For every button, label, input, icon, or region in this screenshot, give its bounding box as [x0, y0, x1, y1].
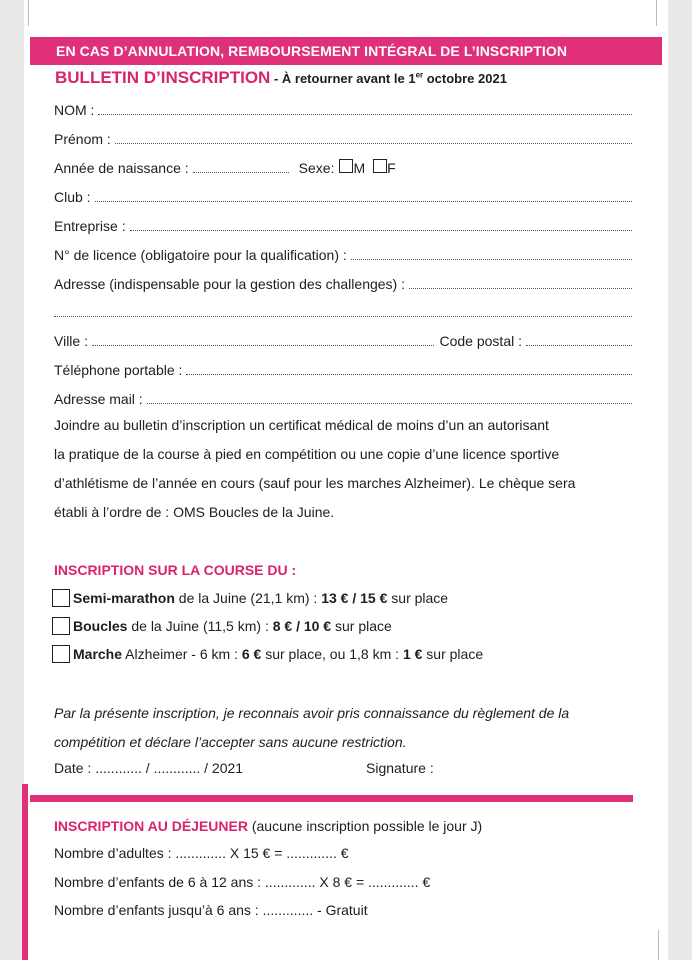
field-nom[interactable]: NOM : — [54, 101, 632, 121]
code-postal-input[interactable] — [526, 332, 632, 346]
crop-mark-bottom-right — [658, 930, 659, 960]
course-section-title: INSCRIPTION SUR LA COURSE DU : — [54, 562, 297, 578]
field-enfants-6-12[interactable]: Nombre d’enfants de 6 à 12 ans : ............. X 8 € = ............. € — [54, 874, 431, 890]
field-annee-sexe: Année de naissance : Sexe: M F — [54, 160, 396, 176]
field-adresse-suite[interactable] — [54, 303, 632, 323]
field-prenom[interactable]: Prénom : — [54, 130, 632, 150]
form-title — [55, 68, 507, 88]
field-telephone[interactable]: Téléphone portable : — [54, 361, 632, 381]
field-licence[interactable]: N° de licence (obligatoire pour la qualification) : — [54, 246, 632, 266]
race-semi-marathon: Semi-marathon de la Juine (21,1 km) : 13 € / 15 € sur place — [52, 589, 448, 607]
form-title-deadline: - À retourner avant le 1er octobre 2021 — [270, 70, 507, 86]
engagement-text: Par la présente inscription, je reconnais avoir pris connaissance du règlement de la compétition et déclare l’accepter sans aucune restriction. — [54, 705, 570, 750]
semi-marathon-checkbox[interactable] — [52, 589, 70, 607]
sexe-f-checkbox[interactable] — [373, 159, 387, 173]
field-adresse[interactable]: Adresse (indispensable pour la gestion des challenges) : — [54, 275, 632, 295]
boucles-checkbox[interactable] — [52, 617, 70, 635]
sexe-m-checkbox[interactable] — [339, 159, 353, 173]
marche-checkbox[interactable] — [52, 645, 70, 663]
signature-field[interactable]: Signature : — [366, 760, 434, 776]
dejeuner-section-title: INSCRIPTION AU DÉJEUNER (aucune inscription possible le jour J) — [54, 818, 483, 834]
form-title-main: BULLETIN D’INSCRIPTION — [55, 68, 271, 87]
field-enfants-moins-6[interactable]: Nombre d’enfants jusqu’à 6 ans : ............. - Gratuit — [54, 902, 368, 918]
certificat-paragraph: Joindre au bulletin d’inscription un certificat médical de moins d’un an autorisant la pratique de la course à pied en compétition ou une copie d’une licence sportive d’athlétisme de l’année en cours (sauf pour les marches Alzheimer). Le chèque sera établi à l’ordre de : OMS Boucles de la Juine. — [54, 417, 576, 520]
field-entreprise[interactable]: Entreprise : — [54, 217, 632, 237]
side-accent-bar — [22, 784, 28, 960]
crop-mark-top-left — [28, 0, 29, 26]
race-boucles: Boucles de la Juine (11,5 km) : 8 € / 10 € sur place — [52, 617, 392, 635]
field-mail[interactable]: Adresse mail : — [54, 390, 632, 410]
field-ville-cp: Ville : Code postal : — [54, 332, 632, 352]
annee-input[interactable] — [193, 159, 289, 173]
race-marche: Marche Alzheimer - 6 km : 6 € sur place, ou 1,8 km : 1 € sur place — [52, 645, 483, 663]
cancellation-banner: EN CAS D’ANNULATION, REMBOURSEMENT INTÉGRAL DE L’INSCRIPTION — [30, 37, 662, 65]
field-adultes[interactable]: Nombre d’adultes : ............. X 15 € = ............. € — [54, 845, 349, 861]
ville-input[interactable] — [92, 332, 434, 346]
date-field[interactable]: Date : ............ / ............ / 2021 — [54, 760, 244, 776]
field-club[interactable]: Club : — [54, 188, 632, 208]
section-divider — [30, 795, 633, 802]
crop-mark-top-right — [656, 0, 657, 26]
